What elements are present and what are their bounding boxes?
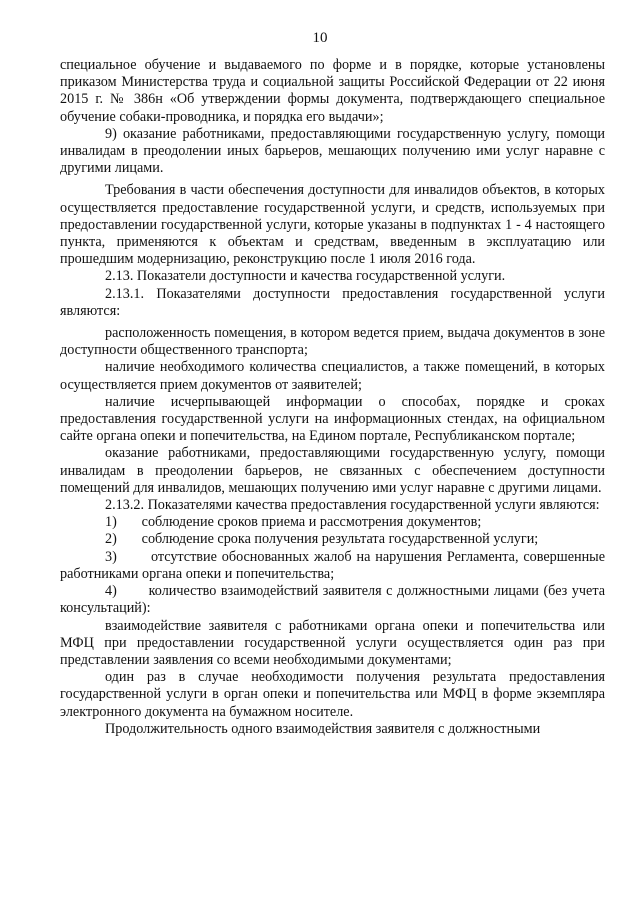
paragraph: один раз в случае необходимости получения результата предоставления государственной услуги в орган опеки и попечительства или МФЦ в форме экземпляра электронного документа на бумажном носителе. [60,669,605,720]
paragraph: 2.13.1. Показателями доступности предоставления государственной услуги являются: [60,285,605,319]
numbered-item [60,514,605,531]
paragraph: расположенность помещения, в котором ведется прием, выдача документов в зоне доступности общественного транспорта; [60,325,605,359]
item-text: количество взаимодействий заявителя с должностными лицами (без учета консультаций): [60,583,606,617]
item-number: 3) [105,548,117,565]
paragraph: Требования в части обеспечения доступности для инвалидов объектов, в которых осуществляется предоставление государственной услуги, и средств, используемых при предоставлении государственной услуги, которые указаны в подпунктах 1 - 4 настоящего пункта, применяются к объектам и средствам, введенным в эксплуатацию или прошедшим модернизацию, реконструкцию после 1 июля 2016 года. [60,182,605,268]
numbered-item [60,549,605,583]
paragraph: наличие исчерпывающей информации о способах, порядке и сроках предоставления государственной услуги на информационных стендах, на официальном сайте органа опеки и попечительства, на Едином портале, Республиканском портале; [60,393,605,445]
item-number: 2) [105,531,117,548]
paragraph: Продолжительность одного взаимодействия заявителя с должностными [105,720,541,737]
numbered-item [60,583,605,617]
paragraph: оказание работниками, предоставляющими государственную услугу, помощи инвалидам в преодолении барьеров, не связанных с обеспечением доступности помещений для инвалидов, мешающих получению ими услуг наравне с другими лицами. [60,445,605,496]
paragraph: 9) оказание работниками, предоставляющими государственную услугу, помощи инвалидам в преодолении иных барьеров, мешающих получению ими услуг наравне с другими лицами. [60,125,605,177]
paragraph: взаимодействие заявителя с работниками органа опеки и попечительства или МФЦ при предоставлении государственной услуги осуществляется один раз при представлении заявления со всеми необходимыми документами; [60,617,605,668]
paragraph: 2.13.2. Показателями качества предоставления государственной услуги являются: [105,497,600,514]
numbered-item [60,531,605,548]
item-text: отсутствие обоснованных жалоб на нарушения Регламента, совершенные работниками органа опеки и попечительства; [60,548,606,582]
document-body [60,57,605,738]
item-text: соблюдение сроков приема и рассмотрения документов; [141,514,482,531]
item-number: 1) [105,514,117,531]
item-number: 4) [105,583,117,600]
item-text: соблюдение срока получения результата государственной услуги; [141,531,539,548]
paragraph: наличие необходимого количества специалистов, а также помещений, в которых осуществляется прием документов от заявителей; [60,359,605,393]
paragraph: специальное обучение и выдаваемого по форме и в порядке, которые установлены приказом Министерства труда и социальной защиты Российской Федерации от 22 июня 2015 г. № 386н «Об утверждении формы документа, подтверждающего специальное обучение собаки-проводника, и порядка его выдачи»; [60,57,605,125]
page-number: 10 [312,30,328,46]
section-heading: 2.13. Показатели доступности и качества государственной услуги. [105,268,506,285]
